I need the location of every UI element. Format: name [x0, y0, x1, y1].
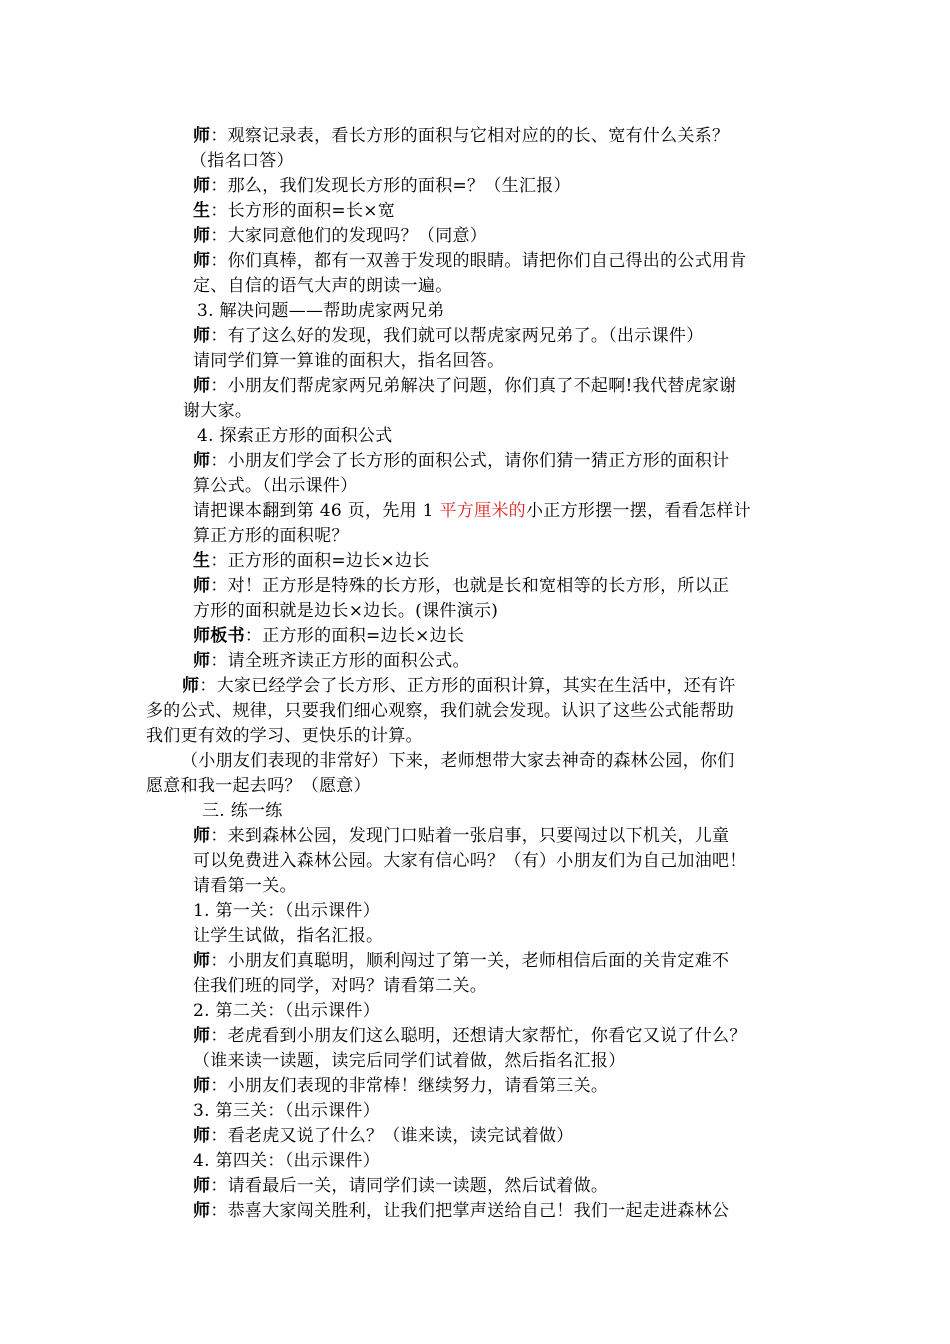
section-heading: [193, 999, 380, 1024]
text-line: [193, 874, 297, 899]
line-text: ：大家已经学会了长方形、正方形的面积计算，其实在生活中，还有许: [199, 676, 736, 696]
line-text: （小朋友们表现的非常好）下来，老师想带大家去神奇的森林公园，你们: [181, 751, 735, 771]
speaker-label: 师: [193, 451, 211, 471]
text-line: [193, 274, 453, 299]
line-text: ：请看最后一关，请同学们读一读题，然后试着做。: [210, 1176, 609, 1196]
dialogue-line: [193, 324, 704, 349]
text-line: [193, 924, 383, 949]
dialogue-line: [193, 1024, 747, 1049]
dialogue-line: [193, 1124, 574, 1149]
dialogue-line: [193, 249, 747, 274]
text-line: [193, 1049, 626, 1074]
line-text: 1. 第一关：（出示课件）: [193, 901, 381, 921]
line-text: 请看第一关。: [193, 876, 297, 896]
text-line: [181, 749, 735, 774]
dialogue-line: [193, 224, 487, 249]
line-text: ：大家同意他们的发现吗？（同意）: [210, 226, 488, 246]
line-text: 我们更有效的学习、更快乐的计算。: [146, 726, 423, 746]
dialogue-line: [193, 449, 729, 474]
text-line: [146, 724, 423, 749]
line-text: ：那么，我们发现长方形的面积=？（生汇报）: [210, 176, 571, 196]
dialogue-line: [193, 824, 729, 849]
line-text: ：来到森林公园，发现门口贴着一张启事，只要闯过以下机关，儿童: [210, 826, 730, 846]
speaker-label: 师: [193, 1026, 211, 1046]
line-text: ：正方形的面积=边长×边长: [244, 626, 465, 646]
line-text: ：正方形的面积=边长×边长: [210, 551, 430, 571]
speaker-label: 生: [193, 201, 211, 221]
line-text: 可以免费进入森林公园。大家有信心吗？（有）小朋友们为自己加油吧！: [193, 851, 747, 871]
speaker-label: 师: [193, 176, 211, 196]
section-heading: [197, 424, 393, 449]
line-text: ：有了这么好的发现，我们就可以帮虎家两兄弟了。（出示课件）: [210, 326, 704, 346]
line-text: 算正方形的面积呢？: [193, 526, 349, 546]
text-line: [146, 774, 371, 799]
speaker-label: 师: [193, 826, 211, 846]
line-text: 住我们班的同学，对吗？请看第二关。: [193, 976, 488, 996]
line-text: 方形的面积就是边长×边长。(课件演示): [193, 601, 499, 621]
dialogue-line: [193, 1074, 608, 1099]
line-text: 3. 解决问题——帮助虎家两兄弟: [197, 301, 445, 321]
line-text: ：你们真棒，都有一双善于发现的眼睛。请把你们自己得出的公式用肯: [210, 251, 747, 271]
dialogue-line: [193, 574, 729, 599]
line-text: 定、自信的语气大声的朗读一遍。: [193, 276, 453, 296]
line-text: ：小朋友们真聪明，顺利闯过了第一关，老师相信后面的关肯定难不: [210, 951, 730, 971]
line-text: 三. 练一练: [202, 801, 283, 821]
text-line: [193, 524, 349, 549]
line-text: 愿意和我一起去吗？（愿意）: [146, 776, 371, 796]
speaker-label: 师: [193, 226, 211, 246]
line-text: 请把课本翻到第 46 页，先用 1: [193, 501, 440, 521]
text-line: [193, 349, 504, 374]
line-text: ：老虎看到小朋友们这么聪明，还想请大家帮忙，你看它又说了什么？: [210, 1026, 747, 1046]
dialogue-line: [193, 1174, 608, 1199]
section-heading: [197, 299, 444, 324]
line-text: 让学生试做，指名汇报。: [193, 926, 384, 946]
line-text: ：对！正方形是特殊的长方形，也就是长和宽相等的长方形，所以正: [210, 576, 730, 596]
speaker-label: 师: [193, 326, 211, 346]
line-text: ：看老虎又说了什么？（谁来读，读完试着做）: [210, 1126, 574, 1146]
line-text: ：观察记录表，看长方形的面积与它相对应的的长、宽有什么关系？: [210, 126, 730, 146]
line-text: 请同学们算一算谁的面积大，指名回答。: [193, 351, 505, 371]
line-text: 4. 第四关：（出示课件）: [193, 1151, 381, 1171]
text-line: [190, 149, 294, 174]
dialogue-line: [193, 174, 571, 199]
dialogue-line: [193, 949, 729, 974]
speaker-label: 师: [193, 126, 211, 146]
dialogue-line: [193, 549, 430, 574]
text-line: [183, 399, 252, 424]
dialogue-line: [193, 374, 736, 399]
dialogue-line: [193, 124, 729, 149]
line-text: 小正方形摆一摆，看看怎样计: [525, 501, 751, 521]
dialogue-line: [193, 1199, 729, 1224]
line-text: 4. 探索正方形的面积公式: [197, 426, 393, 446]
speaker-label: 师: [193, 376, 211, 396]
dialogue-line: [193, 649, 470, 674]
line-text: 多的公式、规律，只要我们细心观察，我们就会发现。认识了这些公式能帮助: [146, 701, 735, 721]
line-text: ：请全班齐读正方形的面积公式。: [210, 651, 470, 671]
speaker-label: 师: [193, 1076, 211, 1096]
dialogue-line: [193, 199, 395, 224]
speaker-label: 师板书: [193, 626, 245, 646]
line-text: ：小朋友们表现的非常棒！继续努力，请看第三关。: [210, 1076, 609, 1096]
section-heading: [193, 1099, 380, 1124]
text-line: [193, 499, 751, 524]
text-line: [146, 699, 734, 724]
text-line: [193, 599, 498, 624]
line-text: 谢大家。: [183, 401, 253, 421]
section-heading: [202, 799, 283, 824]
line-text: 2. 第二关：（出示课件）: [193, 1001, 381, 1021]
speaker-label: 师: [193, 951, 211, 971]
line-text: 算公式。（出示课件）: [193, 476, 358, 496]
section-heading: [193, 899, 380, 924]
line-text: （指名口答）: [190, 151, 294, 171]
speaker-label: 师: [193, 651, 211, 671]
text-line: [193, 974, 487, 999]
section-heading: [193, 1149, 380, 1174]
dialogue-line: [193, 624, 464, 649]
dialogue-line: [182, 674, 736, 699]
speaker-label: 师: [193, 576, 211, 596]
text-line: [193, 849, 747, 874]
line-text: ：长方形的面积=长×宽: [210, 201, 396, 221]
speaker-label: 师: [193, 1201, 211, 1221]
line-text: （谁来读一读题，读完后同学们试着做，然后指名汇报）: [193, 1051, 626, 1071]
speaker-label: 师: [193, 1176, 211, 1196]
line-text: ：恭喜大家闯关胜利，让我们把掌声送给自己！我们一起走进森林公: [210, 1201, 730, 1221]
speaker-label: 师: [182, 676, 200, 696]
highlighted-text: 平方厘米的: [439, 501, 526, 521]
line-text: ：小朋友们帮虎家两兄弟解决了问题，你们真了不起啊!我代替虎家谢: [210, 376, 737, 396]
line-text: ：小朋友们学会了长方形的面积公式，请你们猜一猜正方形的面积计: [210, 451, 730, 471]
speaker-label: 师: [193, 251, 211, 271]
line-text: 3. 第三关：（出示课件）: [193, 1101, 381, 1121]
speaker-label: 师: [193, 1126, 211, 1146]
text-line: [193, 474, 358, 499]
speaker-label: 生: [193, 551, 211, 571]
